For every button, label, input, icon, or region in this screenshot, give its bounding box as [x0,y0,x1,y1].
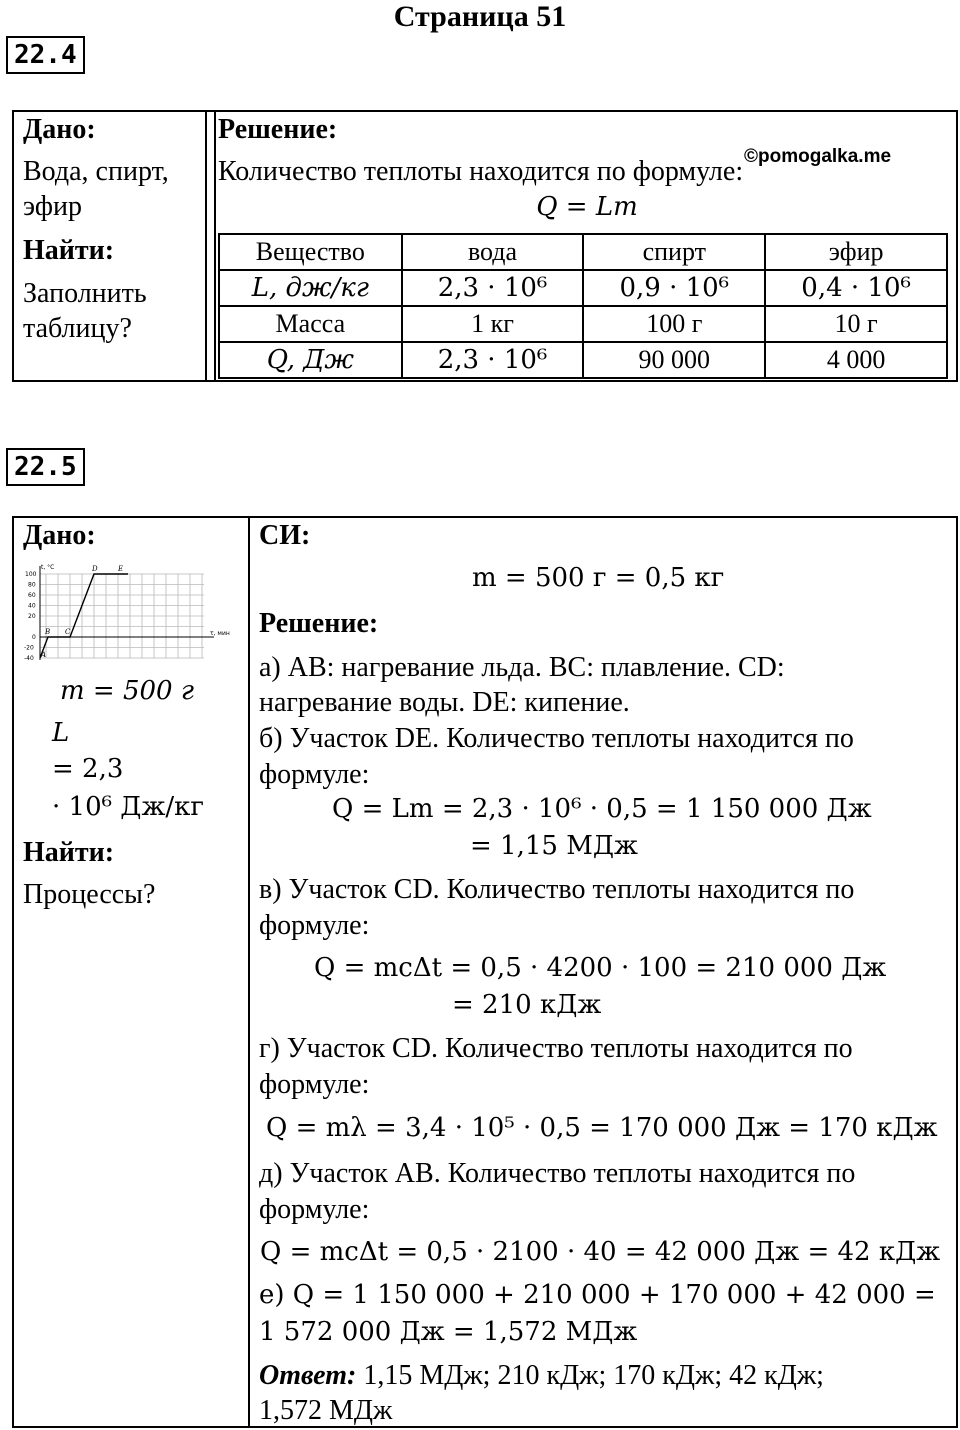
solution-line: а) AB: нагревание льда. BC: плавление. CD: [259,652,785,683]
solution-label: Решение: [218,114,338,145]
graph-point-label: C [65,628,71,636]
find-text: Процессы? [23,879,156,910]
table-header-cell: спирт [583,234,765,270]
formula-line: = 210 кДж [452,990,602,1020]
formula-line: Q = Lm = 2,3 · 10⁶ · 0,5 = 1 150 000 Дж [332,794,872,824]
table-header-cell: вода [402,234,584,270]
solution-line: формуле: [259,1194,370,1225]
given-L-symbol: L [52,718,70,748]
table-row [219,270,947,306]
formula-line: 1 572 000 Дж = 1,572 МДж [259,1317,638,1347]
divider [205,110,207,382]
solution-line: в) Участок CD. Количество теплоты находится по [259,874,855,905]
given-L-unit: · 10⁶ Дж/кг [52,792,204,822]
given-L-value: = 2,3 [52,754,124,784]
formula-line: е) Q = 1 150 000 + 210 000 + 170 000 + 42 000 = [259,1280,936,1310]
formula-line: Q = mcΔt = 0,5 · 2100 · 40 = 42 000 Дж = 42 кДж [260,1237,941,1267]
given-label: Дано: [23,114,96,145]
find-label: Найти: [23,837,115,868]
graph-point-label: B [45,628,51,636]
divider [248,516,250,1428]
si-line: m = 500 г = 0,5 кг [472,563,725,593]
divider [214,110,216,382]
given-mass: m = 500 г [60,676,194,706]
task-number-22-5: 22.5 [6,448,85,486]
heat-table [218,233,948,379]
answer-line [259,1358,824,1394]
graph-y-tick: 0 [32,634,36,641]
find-label: Найти: [23,235,115,266]
solution-line: нагревание воды. DE: кипение. [259,687,630,718]
table-header-cell: Вещество [219,234,402,270]
page-title: Страница 51 [393,0,567,33]
solution-line: формуле: [259,759,370,790]
solution-line: формуле: [259,910,370,941]
formula-line: Q = mλ = 3,4 · 10⁵ · 0,5 = 170 000 Дж = 170 кДж [266,1113,938,1143]
table-row [219,306,947,342]
table-cell: 0,9 · 10⁶ [583,270,765,306]
graph-y-label: t, °C [41,564,55,571]
solution-line: г) Участок CD. Количество теплоты находится по [259,1033,853,1064]
formula-line: Q = mcΔt = 0,5 · 4200 · 100 = 210 000 Дж [314,953,887,983]
formula: Q = Lm [536,192,638,222]
solution-line: б) Участок DE. Количество теплоты находится по [259,723,854,754]
table-cell: 1 кг [402,306,584,342]
answer-line-2: 1,572 МДж [259,1395,393,1426]
graph-y-tick: 60 [28,592,36,599]
table-cell: 4 000 [765,342,947,378]
si-label: СИ: [259,520,311,551]
graph-y-tick: 100 [25,571,37,578]
task-number-22-4: 22.4 [6,36,85,74]
table-header-row [219,234,947,270]
formula-line: = 1,15 МДж [470,831,638,861]
table-cell: 100 г [583,306,765,342]
given-label: Дано: [23,520,96,551]
given-line: эфир [23,191,82,222]
table-cell: 10 г [765,306,947,342]
graph-y-tick: 20 [28,613,36,620]
table-cell: 90 000 [583,342,765,378]
graph-y-tick: 80 [28,581,36,589]
graph-point-label: D [92,565,98,573]
solution-label: Решение: [259,608,379,639]
table-cell: 2,3 · 10⁶ [402,342,584,378]
graph-x-label: τ, мин [210,630,230,637]
temperature-graph [18,562,238,666]
table-cell: L, дж/кг [219,270,402,306]
table-cell: Масса [219,306,402,342]
graph-point-label: A [41,651,47,659]
solution-line: д) Участок AB. Количество теплоты находится по [259,1158,856,1189]
table-row [219,342,947,378]
find-line: Заполнить [23,278,147,309]
graph-y-tick: -40 [24,655,34,662]
graph-y-tick: -20 [24,644,34,652]
solution-intro: Количество теплоты находится по формуле: [218,156,744,187]
table-header-cell: эфир [765,234,947,270]
given-line: Вода, спирт, [23,156,169,187]
find-line: таблицу? [23,313,132,344]
graph-point-label: E [118,565,124,573]
table-cell: 2,3 · 10⁶ [402,270,584,306]
graph-y-tick: 40 [28,602,36,610]
solution-line: формуле: [259,1069,370,1100]
table-cell: 0,4 · 10⁶ [765,270,947,306]
table-cell: Q, Дж [219,342,402,378]
graph-grid [40,574,204,658]
answer-text: 1,15 МДж; 210 кДж; 170 кДж; 42 кДж; [363,1360,824,1391]
watermark: ©pomogalka.me [744,146,892,167]
answer-label: Ответ: [259,1360,357,1391]
